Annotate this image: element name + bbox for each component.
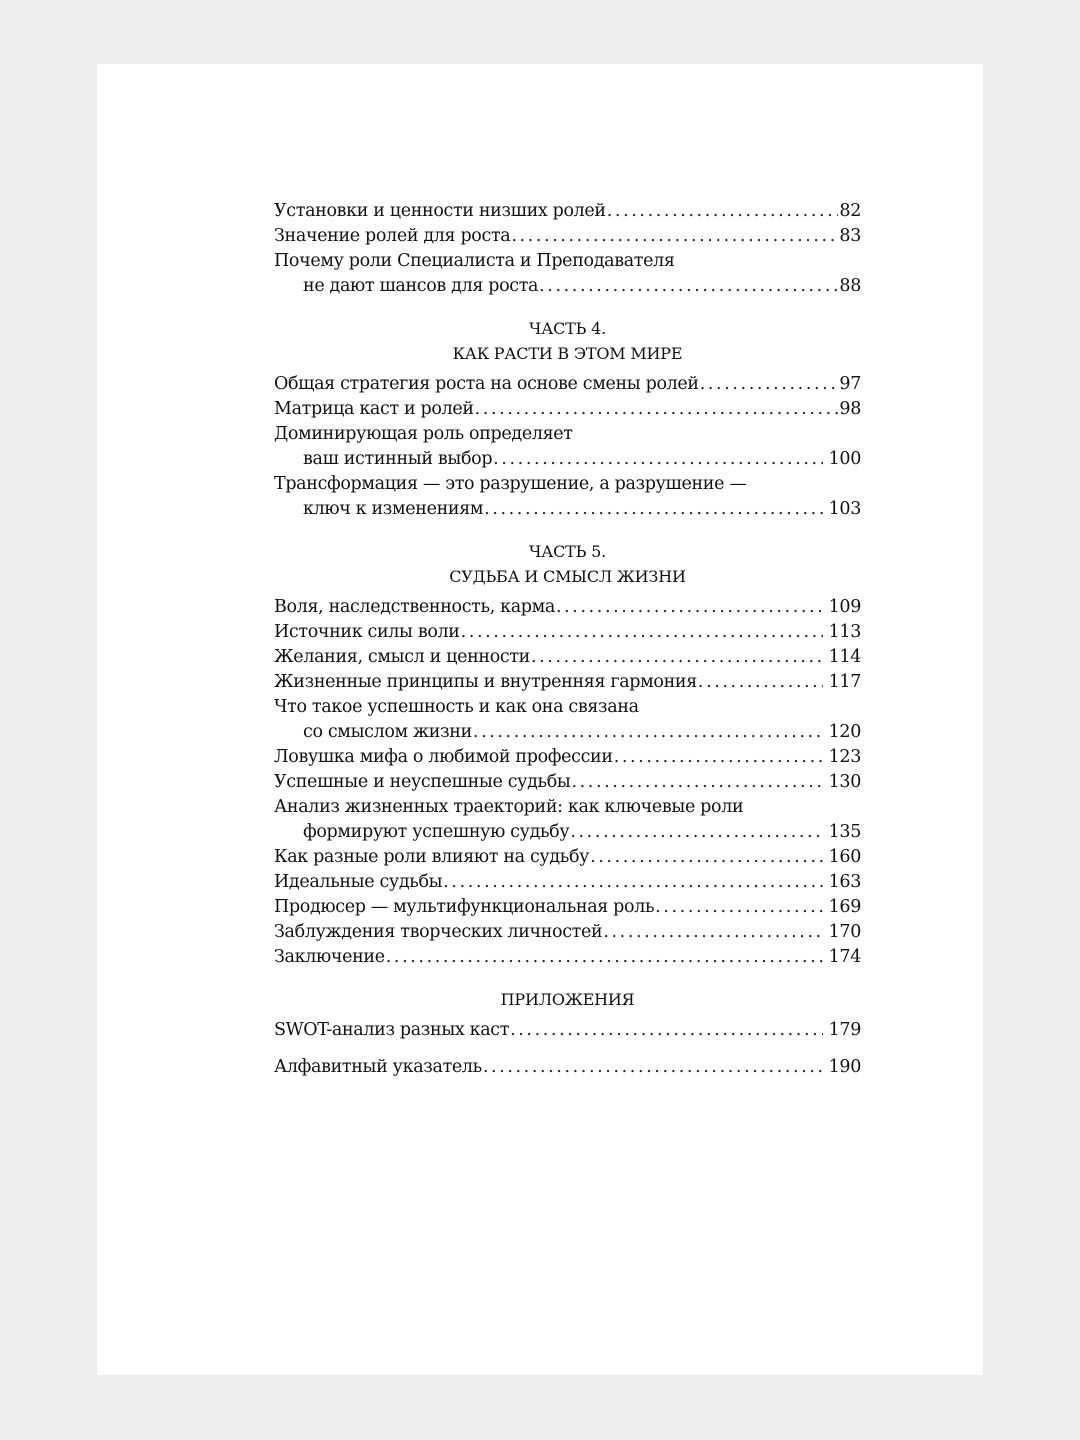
dot-leader bbox=[475, 397, 839, 422]
dot-leader bbox=[473, 720, 823, 745]
dot-leader bbox=[510, 1018, 823, 1043]
toc-entry-title-line1[interactable]: Анализ жизненных траекторий: как ключевые роли bbox=[274, 797, 744, 817]
toc-entry-page: 179 bbox=[828, 1020, 861, 1040]
toc-entry-page: 135 bbox=[828, 822, 861, 842]
toc-entry-page: 113 bbox=[828, 622, 861, 642]
toc-entry-title: Желания, смысл и ценности bbox=[274, 647, 530, 667]
dot-leader bbox=[571, 770, 822, 795]
toc-entry-page: 123 bbox=[828, 747, 861, 767]
toc-entry[interactable] bbox=[274, 895, 861, 920]
toc-entry[interactable] bbox=[274, 645, 861, 670]
toc-entry-page: 169 bbox=[828, 897, 861, 917]
toc-entry-title: Заключение bbox=[274, 947, 385, 967]
toc-entry-title: Алфавитный указатель bbox=[274, 1057, 482, 1077]
toc-entry[interactable] bbox=[274, 870, 861, 895]
dot-leader bbox=[539, 274, 838, 299]
toc-entry-page: 163 bbox=[828, 872, 861, 892]
toc-entry-page: 160 bbox=[828, 847, 861, 867]
toc-entry[interactable] bbox=[274, 1018, 861, 1043]
toc-entry-title: Установки и ценности низших ролей bbox=[274, 201, 606, 221]
dot-leader bbox=[484, 497, 822, 522]
toc-entry-title-line1[interactable]: Что такое успешность и как она связана bbox=[274, 697, 639, 717]
toc-entry-page: 82 bbox=[839, 201, 861, 221]
toc-entry[interactable] bbox=[274, 224, 861, 249]
toc-entry-title: Матрица каст и ролей bbox=[274, 399, 474, 419]
toc-entry[interactable] bbox=[274, 447, 861, 472]
book-page bbox=[97, 64, 983, 1375]
toc-entry-page: 117 bbox=[828, 672, 861, 692]
toc-entry[interactable] bbox=[274, 397, 861, 422]
toc-entry[interactable] bbox=[274, 274, 861, 299]
toc-entry-title: Воля, наследственность, карма bbox=[274, 597, 555, 617]
dot-leader bbox=[511, 224, 838, 249]
toc-entry-title: Как разные роли влияют на судьбу bbox=[274, 847, 590, 867]
toc-entry-title: формируют успешную судьбу bbox=[303, 822, 570, 842]
dot-leader bbox=[655, 895, 822, 920]
part-label: ЧАСТЬ 4. bbox=[529, 319, 606, 338]
dot-leader bbox=[556, 595, 823, 620]
toc-entry[interactable] bbox=[274, 1055, 861, 1080]
dot-leader bbox=[386, 945, 823, 970]
toc-entry-title: ваш истинный выбор bbox=[303, 449, 493, 469]
toc-entry-page: 114 bbox=[828, 647, 861, 667]
toc-entry[interactable] bbox=[274, 920, 861, 945]
dot-leader bbox=[607, 199, 839, 224]
dot-leader bbox=[493, 447, 822, 472]
toc-entry-title: Ловушка мифа о любимой профессии bbox=[274, 747, 613, 767]
dot-leader bbox=[443, 870, 822, 895]
toc-entry[interactable] bbox=[274, 497, 861, 522]
table-of-contents bbox=[274, 199, 861, 1080]
dot-leader bbox=[700, 372, 839, 397]
toc-entry[interactable] bbox=[274, 945, 861, 970]
toc-entry[interactable] bbox=[274, 372, 861, 397]
part-title: КАК РАСТИ В ЭТОМ МИРЕ bbox=[452, 344, 683, 363]
dot-leader bbox=[531, 645, 823, 670]
toc-entry-title: Заблуждения творческих личностей bbox=[274, 922, 603, 942]
dot-leader bbox=[483, 1055, 823, 1080]
toc-entry-title-line1[interactable]: Трансформация — это разрушение, а разрушение — bbox=[274, 474, 747, 494]
toc-entry[interactable] bbox=[274, 745, 861, 770]
toc-entry[interactable] bbox=[274, 620, 861, 645]
part-label: ЧАСТЬ 5. bbox=[529, 542, 606, 561]
toc-entry-page: 190 bbox=[828, 1057, 861, 1077]
toc-entry-page: 103 bbox=[828, 499, 861, 519]
toc-entry-title: Общая стратегия роста на основе смены ролей bbox=[274, 374, 699, 394]
dot-leader bbox=[461, 620, 823, 645]
toc-entry-title-line1[interactable]: Доминирующая роль определяет bbox=[274, 424, 573, 444]
toc-entry[interactable] bbox=[274, 199, 861, 224]
toc-entry-page: 100 bbox=[828, 449, 861, 469]
toc-entry-page: 174 bbox=[828, 947, 861, 967]
toc-entry[interactable] bbox=[274, 595, 861, 620]
toc-entry-page: 98 bbox=[839, 399, 861, 419]
toc-entry-title: Значение ролей для роста bbox=[274, 226, 511, 246]
toc-entry-page: 83 bbox=[839, 226, 861, 246]
toc-entry-title: не дают шансов для роста bbox=[303, 276, 539, 296]
toc-entry[interactable] bbox=[274, 670, 861, 695]
dot-leader bbox=[698, 670, 823, 695]
toc-entry-title: Жизненные принципы и внутренняя гармония bbox=[274, 672, 697, 692]
dot-leader bbox=[590, 845, 823, 870]
appendix-title: ПРИЛОЖЕНИЯ bbox=[500, 990, 635, 1009]
toc-entry-title: Источник силы воли bbox=[274, 622, 460, 642]
toc-entry-page: 130 bbox=[828, 772, 861, 792]
part-title: СУДЬБА И СМЫСЛ ЖИЗНИ bbox=[449, 567, 686, 586]
toc-entry-title: Продюсер — мультифункциональная роль bbox=[274, 897, 655, 917]
toc-entry[interactable] bbox=[274, 770, 861, 795]
dot-leader bbox=[603, 920, 822, 945]
toc-entry[interactable] bbox=[274, 820, 861, 845]
toc-entry-title: со смыслом жизни bbox=[303, 722, 472, 742]
toc-entry-page: 109 bbox=[828, 597, 861, 617]
toc-entry-title: Успешные и неуспешные судьбы bbox=[274, 772, 571, 792]
toc-entry-page: 170 bbox=[828, 922, 861, 942]
toc-entry-title-line1[interactable]: Почему роли Специалиста и Преподавателя bbox=[274, 251, 675, 271]
toc-entry-page: 120 bbox=[828, 722, 861, 742]
dot-leader bbox=[614, 745, 823, 770]
toc-entry-title: Идеальные судьбы bbox=[274, 872, 443, 892]
toc-entry-title: SWOT-анализ разных каст bbox=[274, 1020, 510, 1040]
dot-leader bbox=[570, 820, 822, 845]
toc-entry-page: 97 bbox=[839, 374, 861, 394]
toc-entry[interactable] bbox=[274, 720, 861, 745]
toc-entry-title: ключ к изменениям bbox=[303, 499, 484, 519]
toc-entry[interactable] bbox=[274, 845, 861, 870]
toc-entry-page: 88 bbox=[839, 276, 861, 296]
